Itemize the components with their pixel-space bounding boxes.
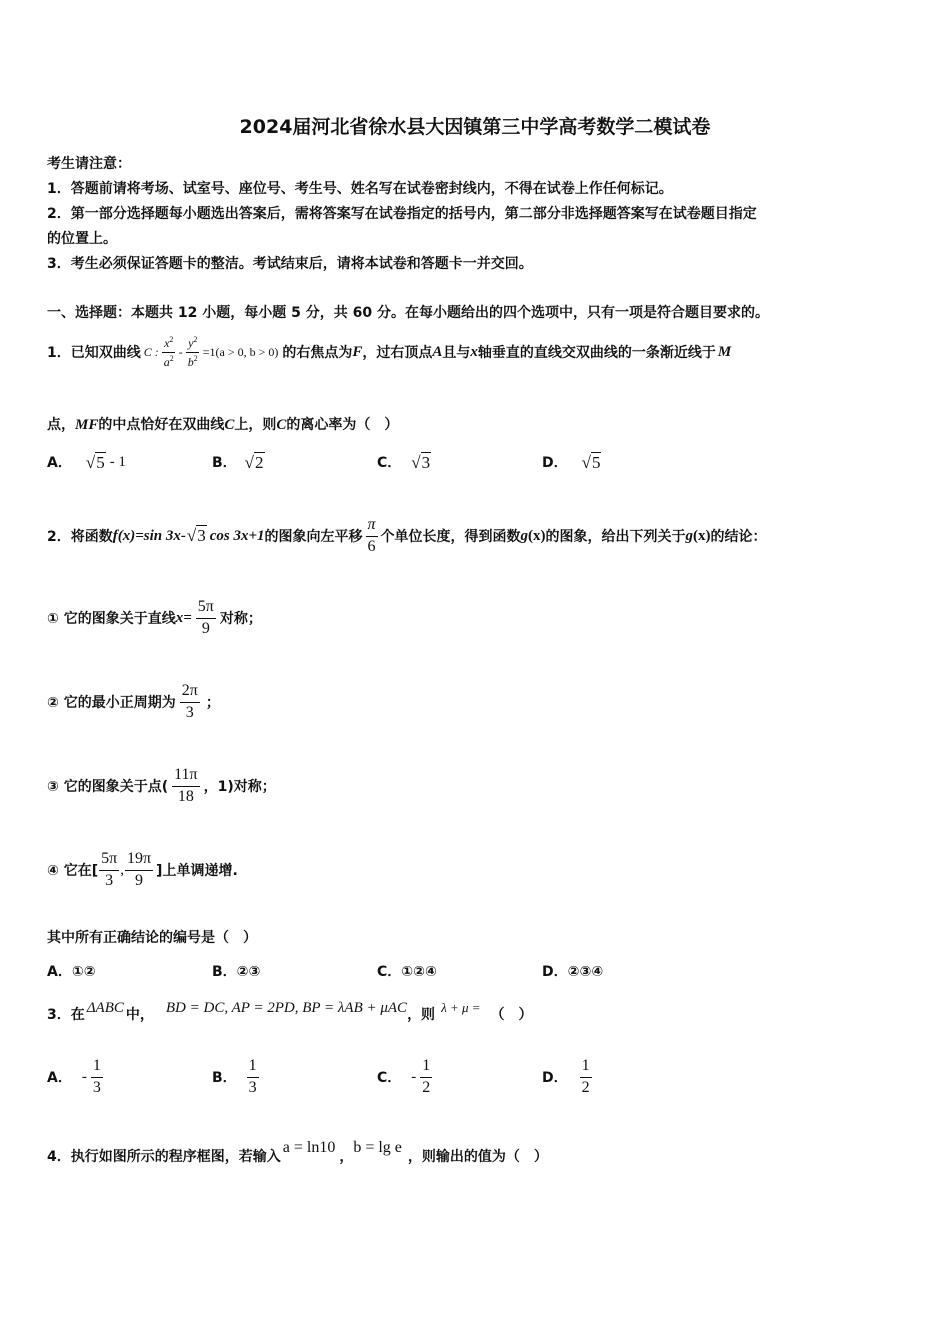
q1-option-b-radicand: 2 bbox=[255, 453, 264, 472]
q1-line2-a: 点， bbox=[47, 417, 75, 433]
q1-option-a-tail: - 1 bbox=[109, 454, 126, 470]
q1-var-x: x bbox=[470, 343, 478, 360]
q4-prefix: 4．执行如图所示的程序框图，若输入 bbox=[47, 1149, 281, 1165]
q2-x-2: (x) bbox=[693, 527, 711, 544]
q3-paren: （ ） bbox=[490, 1007, 533, 1023]
q2-g-2: g bbox=[685, 527, 694, 544]
section-heading: 一、选择题：本题共 12 小题，每小题 5 分，共 60 分。在每小题给出的四个选项中，只有一项是符合题目要求的。 bbox=[47, 305, 769, 321]
q2-s1-fraction bbox=[196, 598, 216, 638]
q1-frac-x-den-exp: 2 bbox=[169, 353, 174, 363]
q1-option-d-value: √5 bbox=[581, 453, 601, 472]
question-1-line-2 bbox=[47, 414, 398, 434]
notice-item-2: 2．第一部分选择题每小题选出答案后，需将答案写在试卷指定的括号内，第二部分非选择题答案写在试卷题目指定 bbox=[47, 206, 757, 222]
notice-item-3: 3．考生必须保证答题卡的整洁。考试结束后，请将本试卷和答题卡一并交回。 bbox=[47, 256, 533, 272]
q4-a-eq: a = ln10 bbox=[282, 1139, 336, 1156]
q1-frac-x bbox=[162, 335, 176, 370]
q2-shift-fraction bbox=[366, 516, 378, 556]
q1-minus: - bbox=[178, 344, 183, 359]
q1-option-a-value: √5 bbox=[85, 453, 105, 472]
q2-rest-b: 的图象，给出下列关于 bbox=[545, 529, 686, 545]
q3-option-c-fraction bbox=[420, 1057, 432, 1097]
q1-line2-c: 上，则 bbox=[234, 417, 277, 433]
question-2-line-1 bbox=[47, 508, 767, 564]
q3-option-a-den: 3 bbox=[92, 1078, 101, 1096]
q3-equation: BD = DC, AP = 2PD, BP = λAB + μAC bbox=[165, 999, 408, 1016]
q3-option-a-label: A． bbox=[47, 1070, 72, 1086]
q1-option-a[interactable] bbox=[47, 452, 126, 473]
q2-shift-den: 6 bbox=[367, 537, 376, 555]
q1-option-a-radicand: 5 bbox=[96, 453, 105, 472]
q3-option-b-label: B． bbox=[212, 1070, 237, 1086]
q2-s2-den: 3 bbox=[185, 703, 194, 721]
q1-option-d[interactable] bbox=[542, 452, 601, 473]
q1-eq-lead: C : bbox=[143, 344, 159, 359]
q1-text-a: 的右焦点为 bbox=[282, 345, 353, 361]
q3-option-b-num: 1 bbox=[247, 1057, 259, 1077]
q2-s2-a: ② 它的最小正周期为 bbox=[47, 695, 176, 711]
q1-text-d: 轴垂直的直线交双曲线的一条渐近线于 bbox=[477, 345, 716, 361]
q3-mid: 中， bbox=[125, 1007, 154, 1023]
q2-s4-den-2: 9 bbox=[135, 871, 143, 889]
q3-option-a-sign: - bbox=[81, 1068, 87, 1085]
q2-s2-b: ； bbox=[205, 695, 220, 711]
q1-option-d-radicand: 5 bbox=[591, 453, 601, 472]
q1-frac-x-num: x bbox=[164, 335, 170, 350]
q3-option-b-den: 3 bbox=[248, 1078, 257, 1096]
q4-suffix: ，则输出的值为（ ） bbox=[407, 1149, 548, 1165]
q2-s4-fraction-2 bbox=[125, 850, 153, 890]
q3-triangle: ΔABC bbox=[86, 999, 124, 1016]
q3-option-b-fraction bbox=[247, 1057, 259, 1097]
q2-statement-1 bbox=[47, 590, 262, 646]
question-4 bbox=[47, 1138, 548, 1174]
q2-s3-num: 11π bbox=[172, 766, 199, 786]
q2-s4-num-1: 5π bbox=[99, 850, 119, 870]
q1-text-c: 且与 bbox=[442, 345, 471, 361]
q1-var-C-2: C bbox=[276, 417, 287, 433]
q1-option-c-label: C． bbox=[377, 455, 402, 471]
q3-lambda-mu: λ + μ = bbox=[441, 1000, 481, 1015]
q3-option-c-sign: - bbox=[411, 1068, 417, 1085]
q2-s2-num: 2π bbox=[180, 682, 200, 702]
q2-func-radicand: 3 bbox=[197, 526, 206, 545]
q2-statement-2 bbox=[47, 674, 220, 730]
q4-comma: ， bbox=[339, 1149, 354, 1165]
q1-frac-y-den: b bbox=[187, 354, 194, 369]
q1-eq-tail: =1(a > 0, b > 0) bbox=[202, 344, 279, 359]
q2-s1-num: 5π bbox=[196, 598, 216, 618]
q1-option-b-label: B． bbox=[212, 455, 237, 471]
q3-option-c-label: C． bbox=[377, 1070, 402, 1086]
q2-g-1: g bbox=[520, 527, 529, 544]
q2-statement-4 bbox=[47, 842, 238, 898]
q1-frac-y-num-exp: 2 bbox=[193, 334, 198, 344]
q2-s4-fraction-1 bbox=[99, 850, 119, 890]
q2-option-a[interactable]: A．①② bbox=[47, 964, 96, 980]
q1-frac-x-den: a bbox=[163, 354, 170, 369]
q1-frac-y-den-exp: 2 bbox=[193, 353, 198, 363]
q1-frac-x-num-exp: 2 bbox=[169, 334, 174, 344]
q3-option-c[interactable] bbox=[377, 1052, 432, 1102]
q3-then: ，则 bbox=[407, 1007, 436, 1023]
q4-b-eq: b = lg e bbox=[353, 1139, 402, 1156]
question-3 bbox=[47, 996, 533, 1032]
q1-var-C: C bbox=[224, 417, 235, 433]
q2-s3-b: ，1)对称； bbox=[203, 779, 276, 795]
q1-option-c-radicand: 3 bbox=[421, 453, 431, 472]
q3-option-c-num: 1 bbox=[420, 1057, 432, 1077]
q2-s3-fraction bbox=[172, 766, 199, 806]
q3-option-a-num: 1 bbox=[91, 1057, 103, 1077]
q1-option-b[interactable] bbox=[212, 452, 265, 473]
q1-line2-d: 的离心率为（ ） bbox=[286, 417, 399, 433]
q1-option-c-value: √3 bbox=[411, 453, 431, 472]
q2-statement-3 bbox=[47, 758, 276, 814]
q2-s1-b: 对称； bbox=[219, 611, 262, 627]
q2-option-d[interactable]: D．②③④ bbox=[542, 964, 604, 980]
q2-s1-a: ① 它的图象关于直线 bbox=[47, 611, 176, 627]
notice-heading: 考生请注意： bbox=[47, 156, 131, 172]
question-1-line-1 bbox=[47, 330, 731, 374]
notice-item-2-cont: 的位置上。 bbox=[47, 231, 117, 247]
q1-line2-b: 的中点恰好在双曲线 bbox=[98, 417, 225, 433]
q2-s4-num-2: 19π bbox=[125, 850, 153, 870]
q2-option-b[interactable]: B．②③ bbox=[212, 964, 261, 980]
q2-mid: 的图象向左平移 bbox=[264, 529, 363, 545]
q3-option-d-label: D． bbox=[542, 1070, 568, 1086]
q1-option-a-label: A． bbox=[47, 455, 72, 471]
q3-option-d-fraction bbox=[580, 1057, 592, 1097]
q2-func-sqrt: √3 bbox=[186, 526, 206, 545]
q1-option-d-label: D． bbox=[542, 455, 568, 471]
q2-rest-a: 个单位长度，得到函数 bbox=[380, 529, 521, 545]
q2-func-b: cos 3x+1 bbox=[209, 527, 265, 544]
q1-prefix: 1．已知双曲线 bbox=[47, 345, 141, 361]
q2-s3-den: 18 bbox=[177, 787, 194, 805]
q3-option-b[interactable] bbox=[212, 1052, 259, 1102]
q1-frac-y bbox=[186, 335, 200, 370]
q3-option-d-num: 1 bbox=[580, 1057, 592, 1077]
q2-s1-x: x= bbox=[175, 609, 192, 626]
q1-var-A: A bbox=[432, 343, 443, 360]
q2-prefix: 2．将函数 bbox=[47, 529, 113, 545]
q2-s2-fraction bbox=[180, 682, 200, 722]
q1-var-MF: MF bbox=[75, 417, 99, 433]
q2-shift-num: π bbox=[366, 516, 378, 536]
q2-s1-den: 9 bbox=[201, 619, 210, 637]
q3-option-d-den: 2 bbox=[581, 1078, 590, 1096]
q2-x-1: (x) bbox=[528, 527, 546, 544]
q3-option-a[interactable] bbox=[47, 1052, 103, 1102]
q3-option-d[interactable] bbox=[542, 1052, 592, 1102]
q2-s4-b: ]上单调递增. bbox=[156, 863, 238, 879]
q2-option-c[interactable]: C．①②④ bbox=[377, 964, 437, 980]
q1-text-b: ，过右顶点 bbox=[362, 345, 433, 361]
page-title: 2024届河北省徐水县大因镇第三中学高考数学二模试卷 bbox=[239, 116, 711, 138]
notice-item-1: 1．答题前请将考场、试室号、座位号、考生号、姓名写在试卷密封线内，不得在试卷上作任何标记。 bbox=[47, 181, 673, 197]
q1-var-M: M bbox=[717, 343, 732, 360]
q3-prefix: 3．在 bbox=[47, 1007, 85, 1023]
q2-s4-den-1: 3 bbox=[105, 871, 114, 889]
q2-s3-a: ③ 它的图象关于点( bbox=[47, 779, 169, 795]
q3-option-c-den: 2 bbox=[422, 1078, 431, 1096]
q2-ask: 其中所有正确结论的编号是（ ） bbox=[47, 930, 257, 946]
q2-s4-a: ④ 它在[ bbox=[47, 863, 99, 879]
q2-s4-comma: , bbox=[120, 861, 124, 878]
q2-rest-c: 的结论： bbox=[710, 529, 767, 545]
q2-func-a: f(x)=sin 3x- bbox=[112, 527, 186, 544]
q3-option-a-fraction bbox=[91, 1057, 103, 1097]
q1-var-F: F bbox=[352, 343, 363, 360]
q1-frac-y-num: y bbox=[188, 335, 194, 350]
q1-option-b-value: √2 bbox=[244, 453, 264, 472]
q1-option-c[interactable] bbox=[377, 452, 431, 473]
